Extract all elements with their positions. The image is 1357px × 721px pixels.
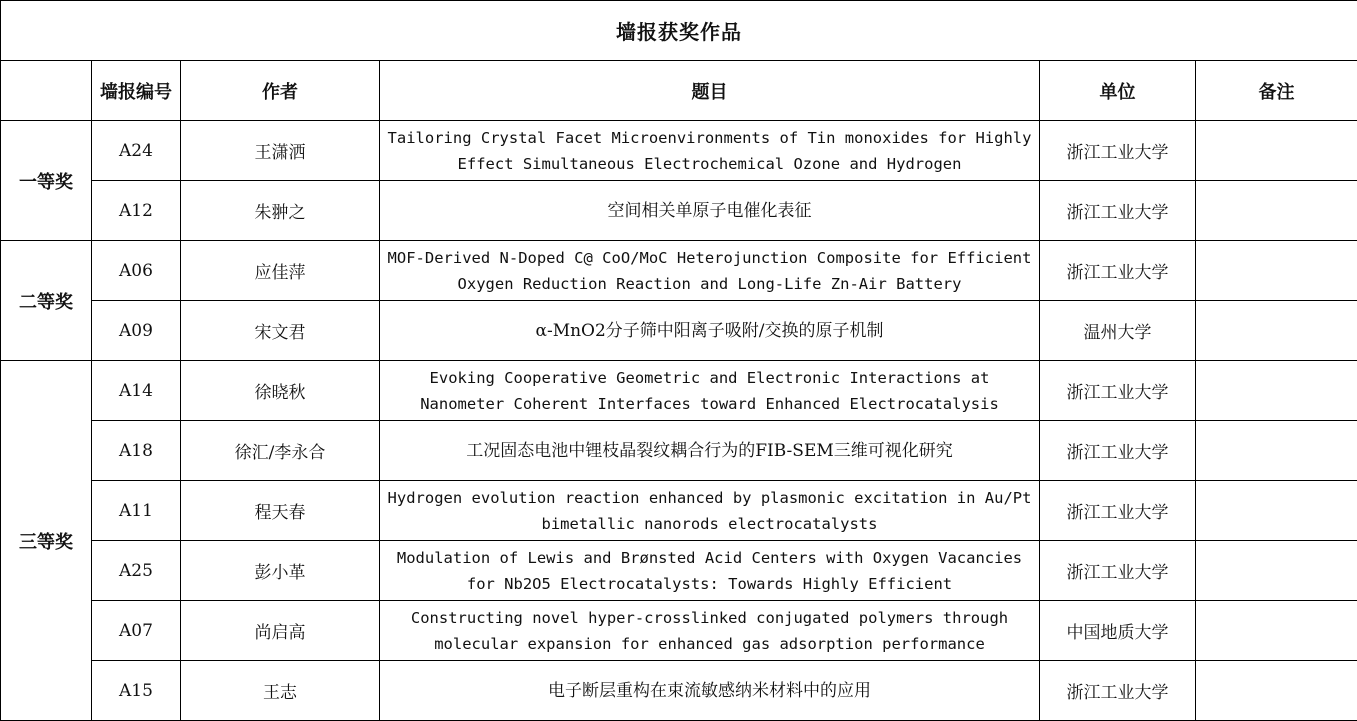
cell-id: A07 — [92, 601, 181, 661]
cell-id: A15 — [92, 661, 181, 721]
table-row — [1, 241, 1357, 301]
cell-unit: 浙江工业大学 — [1040, 421, 1196, 481]
cell-id: A12 — [92, 181, 181, 241]
cell-topic — [380, 181, 1040, 241]
award-first: 一等奖 — [1, 121, 92, 241]
cell-note — [1196, 421, 1357, 481]
cell-author: 应佳萍 — [181, 241, 380, 301]
cell-unit: 浙江工业大学 — [1040, 121, 1196, 181]
table-row — [1, 181, 1357, 241]
cell-author: 朱翀之 — [181, 181, 380, 241]
cell-author: 宋文君 — [181, 301, 380, 361]
cell-id: A24 — [92, 121, 181, 181]
cell-topic-text: 电子断层重构在束流敏感纳米材料中的应用 — [548, 680, 871, 701]
header-unit: 单位 — [1040, 61, 1196, 121]
cell-unit: 浙江工业大学 — [1040, 661, 1196, 721]
cell-author: 王潇洒 — [181, 121, 380, 181]
cell-id: A25 — [92, 541, 181, 601]
header-topic: 题目 — [380, 61, 1040, 121]
cell-note — [1196, 181, 1357, 241]
award-second: 二等奖 — [1, 241, 92, 361]
cell-note — [1196, 541, 1357, 601]
cell-note — [1196, 361, 1357, 421]
cell-unit: 浙江工业大学 — [1040, 481, 1196, 541]
cell-unit: 温州大学 — [1040, 301, 1196, 361]
header-id: 墙报编号 — [92, 61, 181, 121]
cell-topic — [380, 541, 1040, 601]
cell-unit: 浙江工业大学 — [1040, 361, 1196, 421]
cell-id: A09 — [92, 301, 181, 361]
cell-topic — [380, 361, 1040, 421]
cell-author: 尚启高 — [181, 601, 380, 661]
cell-topic — [380, 601, 1040, 661]
cell-topic — [380, 301, 1040, 361]
table-row — [1, 301, 1357, 361]
cell-topic-text: Constructing novel hyper-crosslinked conjugated polymers through molecular expansion for enhanced gas adsorption performance — [410, 608, 1009, 653]
cell-author: 彭小革 — [181, 541, 380, 601]
table-row — [1, 361, 1357, 421]
cell-unit: 浙江工业大学 — [1040, 541, 1196, 601]
cell-topic-text: MOF-Derived N-Doped C@ CoO/MoC Heterojunction Composite for Efficient Oxygen Reduction Reaction and Long-Life Zn-Air Battery — [387, 248, 1032, 293]
cell-topic — [380, 661, 1040, 721]
cell-id: A14 — [92, 361, 181, 421]
cell-unit: 浙江工业大学 — [1040, 241, 1196, 301]
table-row — [1, 661, 1357, 721]
table-row — [1, 601, 1357, 661]
cell-id: A06 — [92, 241, 181, 301]
table-row — [1, 481, 1357, 541]
cell-unit: 浙江工业大学 — [1040, 181, 1196, 241]
cell-author: 程天春 — [181, 481, 380, 541]
table-row — [1, 421, 1357, 481]
cell-topic-text: Hydrogen evolution reaction enhanced by plasmonic excitation in Au/Pt bimetallic nanorods electrocatalysts — [387, 488, 1032, 533]
table-row — [1, 121, 1357, 181]
table-row — [1, 541, 1357, 601]
cell-topic-text: Tailoring Crystal Facet Microenvironments of Tin monoxides for Highly Effect Simultaneous Electrochemical Ozone and Hydrogen — [387, 128, 1032, 173]
cell-author: 徐汇/李永合 — [181, 421, 380, 481]
cell-unit: 中国地质大学 — [1040, 601, 1196, 661]
cell-topic-text: 空间相关单原子电催化表征 — [607, 200, 812, 221]
cell-id: A18 — [92, 421, 181, 481]
cell-topic — [380, 421, 1040, 481]
cell-note — [1196, 121, 1357, 181]
header-author: 作者 — [181, 61, 380, 121]
cell-author: 徐晓秋 — [181, 361, 380, 421]
header-note: 备注 — [1196, 61, 1357, 121]
cell-note — [1196, 661, 1357, 721]
cell-id: A11 — [92, 481, 181, 541]
cell-topic-text: 工况固态电池中锂枝晶裂纹耦合行为的FIB-SEM三维可视化研究 — [466, 440, 953, 461]
cell-topic-text: α-MnO2分子筛中阳离子吸附/交换的原子机制 — [535, 320, 884, 341]
cell-topic-text: Evoking Cooperative Geometric and Electronic Interactions at Nanometer Coherent Interfaces toward Enhanced Electrocatalysis — [420, 368, 999, 413]
cell-topic — [380, 481, 1040, 541]
cell-note — [1196, 481, 1357, 541]
header-row — [1, 61, 1357, 121]
cell-author: 王志 — [181, 661, 380, 721]
title-row — [1, 1, 1357, 61]
cell-topic-text: Modulation of Lewis and Brønsted Acid Centers with Oxygen Vacancies for Nb2O5 Electrocatalysts: Towards Highly Efficient — [396, 548, 1023, 593]
cell-note — [1196, 241, 1357, 301]
table-title: 墙报获奖作品 — [1, 1, 1357, 61]
cell-note — [1196, 301, 1357, 361]
cell-note — [1196, 601, 1357, 661]
cell-topic — [380, 121, 1040, 181]
cell-topic — [380, 241, 1040, 301]
award-third: 三等奖 — [1, 361, 92, 721]
header-award — [1, 61, 92, 121]
